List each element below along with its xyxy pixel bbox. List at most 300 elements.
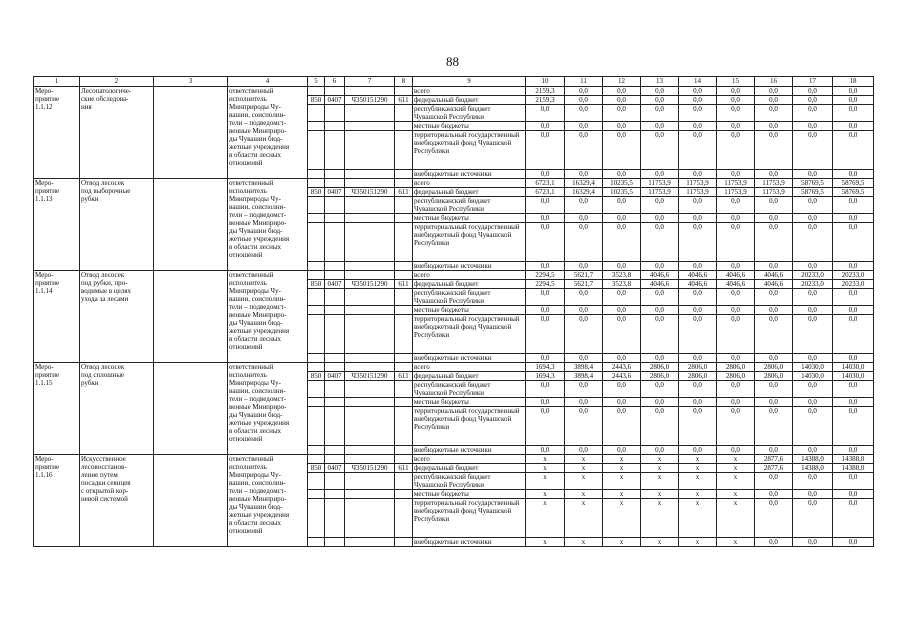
measure-number: Меро- приятие 1.1.13 [34,179,80,271]
value-cell: 0,0 [603,223,641,262]
value-cell: 0,0 [755,490,793,499]
empty-code-cell [308,105,325,122]
value-cell: 0,0 [526,315,565,354]
value-cell: 0,0 [833,407,874,446]
measure-title: Отвод лесосек под сплошные рубки [80,363,154,455]
value-cell: 0,0 [833,262,874,271]
empty-code-cell [345,407,395,446]
value-cell: 0,0 [717,381,755,398]
table-row [34,455,874,464]
value-cell: 0,0 [641,446,679,455]
measure-number: Меро- приятие 1.1.12 [34,87,80,179]
empty-cell [154,455,228,547]
code-csr: Ч350151290 [345,464,395,473]
value-cell: x [526,490,565,499]
value-cell: 14030,0 [793,363,833,372]
funding-source: республиканский бюджет Чувашской Республики [413,381,526,398]
funding-source: республиканский бюджет Чувашской Республики [413,197,526,214]
empty-cell [154,271,228,363]
value-cell: 1694,3 [526,363,565,372]
empty-code-cell [325,271,345,280]
value-cell: 0,0 [565,197,603,214]
value-cell: 14030,0 [833,372,874,381]
empty-code-cell [308,131,325,170]
value-cell: 0,0 [679,223,717,262]
value-cell: 2159,3 [526,87,565,96]
value-cell: 0,0 [641,87,679,96]
funding-source: всего [413,87,526,96]
value-cell: 0,0 [641,223,679,262]
value-cell: 58769,5 [833,188,874,197]
value-cell: 2443,6 [603,363,641,372]
empty-code-cell [345,214,395,223]
empty-code-cell [308,170,325,179]
value-cell: x [603,455,641,464]
value-cell: 0,0 [717,446,755,455]
value-cell: 0,0 [833,197,874,214]
value-cell: x [641,464,679,473]
value-cell: 0,0 [833,223,874,262]
value-cell: 0,0 [755,170,793,179]
value-cell: 0,0 [717,262,755,271]
empty-code-cell [325,407,345,446]
value-cell: 0,0 [565,446,603,455]
code-grbs: 850 [308,280,325,289]
value-cell: 0,0 [565,381,603,398]
value-cell: 0,0 [717,398,755,407]
measure-title: Отвод лесосек под рубки, про- водимые в целях ухода за лесами [80,271,154,363]
empty-code-cell [308,473,325,490]
value-cell: 0,0 [793,315,833,354]
code-rz: 0407 [325,280,345,289]
empty-code-cell [345,179,395,188]
value-cell: x [679,490,717,499]
value-cell: 0,0 [717,122,755,131]
value-cell: 11753,9 [679,188,717,197]
value-cell: 0,0 [641,170,679,179]
value-cell: 4046,6 [679,271,717,280]
funding-source: внебюджетные источники [413,170,526,179]
value-cell: 0,0 [717,87,755,96]
empty-code-cell [345,354,395,363]
table-row [34,363,874,372]
value-cell: 0,0 [717,131,755,170]
responsible-executor: ответственный исполнитель Минприроды Чу- вашии, соисполни- тели – подведомст- венные Минприро- ды Чувашии бюд- жетные учреждения в области лесных отношений [228,179,308,271]
column-number: 16 [755,77,793,87]
funding-source: республиканский бюджет Чувашской Республики [413,105,526,122]
budget-table [33,76,874,547]
empty-code-cell [308,381,325,398]
value-cell: 0,0 [793,473,833,490]
empty-code-cell [308,214,325,223]
funding-source: территориальный государственный внебюджетный фонд Чувашской Республики [413,131,526,170]
empty-code-cell [345,499,395,538]
empty-code-cell [325,315,345,354]
value-cell: 0,0 [603,306,641,315]
value-cell: 0,0 [755,87,793,96]
value-cell: x [679,538,717,547]
value-cell: 0,0 [526,354,565,363]
empty-code-cell [325,398,345,407]
value-cell: 0,0 [793,262,833,271]
column-number: 5 [308,77,325,87]
value-cell: 0,0 [793,96,833,105]
value-cell: 0,0 [755,306,793,315]
column-number: 17 [793,77,833,87]
empty-code-cell [395,170,413,179]
value-cell: 0,0 [641,354,679,363]
empty-code-cell [325,490,345,499]
value-cell: 2806,0 [755,363,793,372]
value-cell: 0,0 [603,131,641,170]
column-number: 2 [80,77,154,87]
value-cell: x [565,538,603,547]
column-number: 13 [641,77,679,87]
value-cell: 0,0 [679,131,717,170]
value-cell: x [603,473,641,490]
value-cell: 0,0 [679,315,717,354]
value-cell: 4046,6 [641,280,679,289]
empty-code-cell [395,122,413,131]
funding-source: федеральный бюджет [413,280,526,289]
value-cell: 0,0 [793,306,833,315]
value-cell: 0,0 [679,96,717,105]
empty-code-cell [325,223,345,262]
empty-code-cell [308,398,325,407]
value-cell: x [717,490,755,499]
responsible-executor: ответственный исполнитель Минприроды Чу- вашии, соисполни- тели – подведомст- венные Минприро- ды Чувашии бюд- жетные учреждения в области лесных отношений [228,363,308,455]
value-cell: 0,0 [526,446,565,455]
code-csr: Ч350151290 [345,280,395,289]
value-cell: 16329,4 [565,188,603,197]
value-cell: 0,0 [526,262,565,271]
value-cell: 0,0 [603,315,641,354]
value-cell: 11753,9 [755,188,793,197]
value-cell: 0,0 [717,223,755,262]
value-cell: 0,0 [755,122,793,131]
code-csr: Ч350151290 [345,188,395,197]
value-cell: 0,0 [565,96,603,105]
empty-code-cell [345,306,395,315]
value-cell: 0,0 [833,473,874,490]
value-cell: 11753,9 [641,179,679,188]
empty-code-cell [345,122,395,131]
code-vr: 611 [395,280,413,289]
column-number: 14 [679,77,717,87]
value-cell: x [641,490,679,499]
value-cell: 0,0 [526,131,565,170]
value-cell: 0,0 [603,122,641,131]
value-cell: 2806,0 [717,372,755,381]
empty-code-cell [345,398,395,407]
value-cell: 0,0 [717,170,755,179]
value-cell: 0,0 [793,354,833,363]
value-cell: 0,0 [755,381,793,398]
empty-code-cell [308,363,325,372]
value-cell: 0,0 [717,105,755,122]
value-cell: 0,0 [526,214,565,223]
empty-code-cell [325,179,345,188]
empty-code-cell [395,214,413,223]
value-cell: 14388,0 [793,455,833,464]
value-cell: 0,0 [793,105,833,122]
table-body [34,87,874,547]
page-number: 88 [446,54,459,69]
funding-source: местные бюджеты [413,490,526,499]
empty-code-cell [395,131,413,170]
empty-code-cell [395,105,413,122]
value-cell: 6723,1 [526,179,565,188]
value-cell: 0,0 [603,446,641,455]
value-cell: 0,0 [526,170,565,179]
value-cell: x [641,499,679,538]
empty-code-cell [395,315,413,354]
value-cell: 0,0 [526,381,565,398]
empty-code-cell [345,170,395,179]
value-cell: 4046,6 [679,280,717,289]
measure-number: Меро- приятие 1.1.14 [34,271,80,363]
value-cell: 11753,9 [717,188,755,197]
value-cell: 0,0 [793,170,833,179]
value-cell: 5621,7 [565,280,603,289]
value-cell: x [565,499,603,538]
empty-code-cell [345,87,395,96]
value-cell: 0,0 [603,214,641,223]
column-number: 8 [395,77,413,87]
value-cell: 6723,1 [526,188,565,197]
empty-code-cell [395,223,413,262]
value-cell: 0,0 [833,289,874,306]
responsible-executor: ответственный исполнитель Минприроды Чу- вашии, соисполни- тели – подведомст- венные Минприро- ды Чувашии бюд- жетные учреждения в области лесных отношений [228,87,308,179]
value-cell: 11753,9 [717,179,755,188]
empty-code-cell [345,446,395,455]
responsible-executor: ответственный исполнитель Минприроды Чу- вашии, соисполни- тели – подведомст- венные Минприро- ды Чувашии бюд- жетные учреждения в области лесных отношений [228,455,308,547]
value-cell: 0,0 [565,354,603,363]
empty-code-cell [308,271,325,280]
empty-code-cell [308,354,325,363]
value-cell: 0,0 [679,197,717,214]
value-cell: 10235,5 [603,179,641,188]
value-cell: 0,0 [833,87,874,96]
value-cell: 0,0 [526,407,565,446]
value-cell: 0,0 [679,122,717,131]
value-cell: 0,0 [833,381,874,398]
value-cell: 0,0 [833,446,874,455]
value-cell: 14388,0 [833,455,874,464]
value-cell: 11753,9 [679,179,717,188]
value-cell: 0,0 [565,398,603,407]
funding-source: всего [413,455,526,464]
empty-code-cell [308,490,325,499]
value-cell: x [679,499,717,538]
value-cell: 0,0 [641,214,679,223]
value-cell: 0,0 [565,122,603,131]
empty-code-cell [308,315,325,354]
empty-code-cell [325,473,345,490]
value-cell: 0,0 [565,315,603,354]
empty-cell [154,179,228,271]
value-cell: 0,0 [679,306,717,315]
code-rz: 0407 [325,188,345,197]
value-cell: 11753,9 [755,179,793,188]
value-cell: 0,0 [717,306,755,315]
value-cell: 0,0 [755,223,793,262]
empty-code-cell [308,223,325,262]
value-cell: 58769,5 [793,179,833,188]
empty-code-cell [308,538,325,547]
code-vr: 611 [395,188,413,197]
value-cell: 0,0 [793,87,833,96]
value-cell: 0,0 [603,197,641,214]
value-cell: x [641,538,679,547]
value-cell: 0,0 [526,289,565,306]
value-cell: x [603,490,641,499]
empty-code-cell [345,315,395,354]
value-cell: 0,0 [793,538,833,547]
value-cell: 2806,0 [679,363,717,372]
table-row [34,271,874,280]
code-rz: 0407 [325,372,345,381]
value-cell: 0,0 [717,315,755,354]
empty-code-cell [325,289,345,306]
empty-code-cell [345,131,395,170]
value-cell: 0,0 [603,354,641,363]
empty-code-cell [308,289,325,306]
value-cell: 16329,4 [565,179,603,188]
value-cell: 0,0 [603,398,641,407]
value-cell: 14030,0 [793,372,833,381]
column-number: 10 [526,77,565,87]
empty-code-cell [325,381,345,398]
value-cell: 20233,0 [833,271,874,280]
empty-code-cell [345,381,395,398]
empty-code-cell [325,214,345,223]
value-cell: 0,0 [793,214,833,223]
column-number: 11 [565,77,603,87]
value-cell: 0,0 [679,407,717,446]
measure-number: Меро- приятие 1.1.15 [34,363,80,455]
table-row [34,87,874,96]
empty-code-cell [395,87,413,96]
value-cell: 0,0 [793,381,833,398]
empty-code-cell [325,455,345,464]
value-cell: 0,0 [526,306,565,315]
value-cell: 0,0 [679,289,717,306]
empty-code-cell [395,499,413,538]
value-cell: 0,0 [565,131,603,170]
value-cell: 58769,5 [793,188,833,197]
value-cell: 2806,0 [679,372,717,381]
code-csr: Ч350151290 [345,96,395,105]
code-rz: 0407 [325,464,345,473]
empty-code-cell [395,354,413,363]
value-cell: 2806,0 [717,363,755,372]
column-number: 3 [154,77,228,87]
empty-code-cell [308,446,325,455]
value-cell: 0,0 [833,490,874,499]
empty-code-cell [325,262,345,271]
column-number: 18 [833,77,874,87]
value-cell: 0,0 [717,96,755,105]
code-grbs: 850 [308,96,325,105]
column-number: 15 [717,77,755,87]
value-cell: 0,0 [755,105,793,122]
value-cell: 0,0 [526,122,565,131]
empty-code-cell [395,538,413,547]
empty-code-cell [345,105,395,122]
column-number: 4 [228,77,308,87]
empty-code-cell [325,499,345,538]
measure-number: Меро- приятие 1.1.16 [34,455,80,547]
value-cell: 0,0 [641,131,679,170]
value-cell: 3898,4 [565,363,603,372]
value-cell: 0,0 [603,381,641,398]
code-grbs: 850 [308,372,325,381]
value-cell: 0,0 [641,407,679,446]
column-number-row [34,77,874,87]
code-rz: 0407 [325,96,345,105]
funding-source: местные бюджеты [413,398,526,407]
column-number: 9 [413,77,526,87]
value-cell: 0,0 [755,214,793,223]
value-cell: 0,0 [679,262,717,271]
responsible-executor: ответственный исполнитель Минприроды Чу- вашии, соисполни- тели – подведомст- венные Минприро- ды Чувашии бюд- жетные учреждения в области лесных отношений [228,271,308,363]
value-cell: 0,0 [833,499,874,538]
value-cell: 2443,6 [603,372,641,381]
value-cell: 0,0 [679,446,717,455]
value-cell: 0,0 [565,289,603,306]
empty-code-cell [325,354,345,363]
funding-source: территориальный государственный внебюджетный фонд Чувашской Республики [413,315,526,354]
value-cell: 0,0 [603,170,641,179]
value-cell: x [679,464,717,473]
value-cell: 0,0 [565,170,603,179]
value-cell: 0,0 [793,122,833,131]
funding-source: республиканский бюджет Чувашской Республики [413,473,526,490]
funding-source: местные бюджеты [413,122,526,131]
value-cell: 0,0 [641,105,679,122]
funding-source: всего [413,363,526,372]
value-cell: 0,0 [641,96,679,105]
value-cell: 0,0 [833,306,874,315]
value-cell: 0,0 [526,105,565,122]
empty-code-cell [308,262,325,271]
empty-code-cell [395,381,413,398]
code-vr: 611 [395,372,413,381]
value-cell: 0,0 [793,131,833,170]
value-cell: x [565,490,603,499]
code-vr: 611 [395,464,413,473]
value-cell: 0,0 [833,131,874,170]
value-cell: 0,0 [641,289,679,306]
code-grbs: 850 [308,464,325,473]
funding-source: территориальный государственный внебюджетный фонд Чувашской Республики [413,223,526,262]
value-cell: 4046,6 [717,271,755,280]
value-cell: 0,0 [793,490,833,499]
value-cell: 0,0 [717,354,755,363]
value-cell: 0,0 [565,306,603,315]
funding-source: республиканский бюджет Чувашской Республики [413,289,526,306]
code-vr: 611 [395,96,413,105]
funding-source: федеральный бюджет [413,464,526,473]
code-grbs: 850 [308,188,325,197]
funding-source: федеральный бюджет [413,372,526,381]
funding-source: всего [413,179,526,188]
value-cell: 0,0 [755,315,793,354]
value-cell: 0,0 [641,122,679,131]
funding-source: территориальный государственный внебюджетный фонд Чувашской Республики [413,407,526,446]
value-cell: 20233,0 [833,280,874,289]
